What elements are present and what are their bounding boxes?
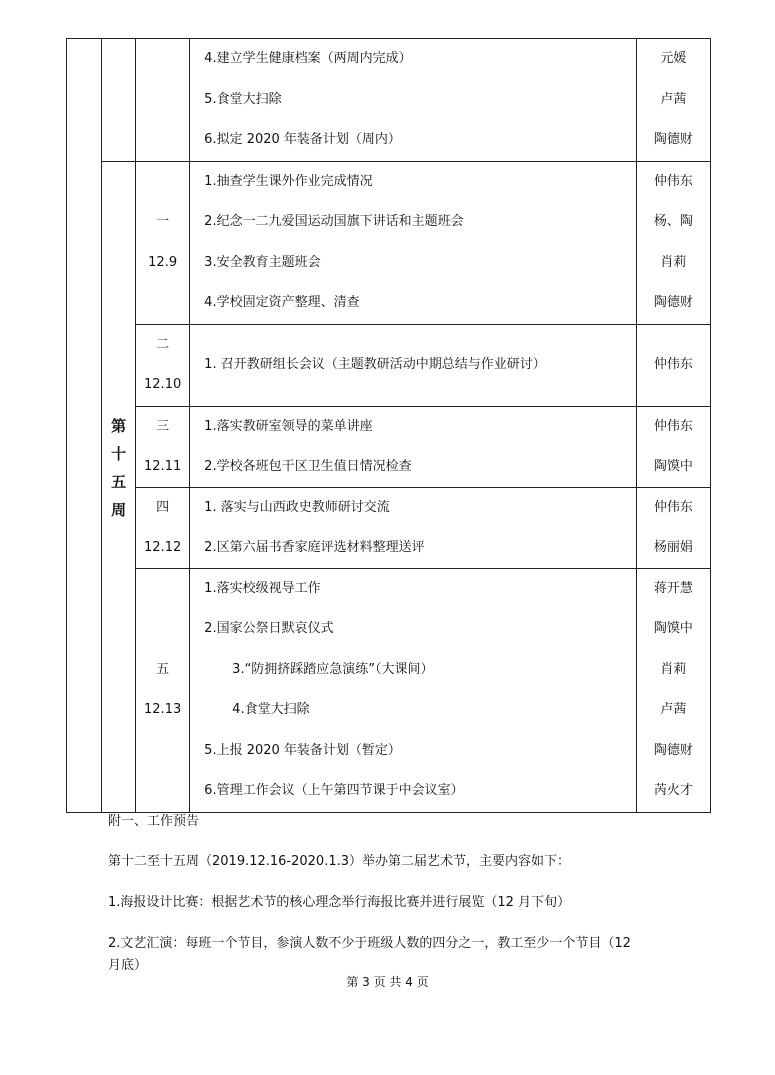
page-number-footer: 第 3 页 共 4 页 xyxy=(346,975,429,989)
task-cell xyxy=(190,39,637,162)
week-label-char: 十 xyxy=(111,444,127,463)
owner-name: 陶馍中 xyxy=(653,458,693,474)
notes-intro: 第十二至十五周（2019.12.16-2020.1.3）举办第二届艺术节，主要内容如下： xyxy=(108,854,571,869)
task-item: 4.建立学生健康档案（两周内完成） xyxy=(204,51,412,66)
owner-name: 陶馍中 xyxy=(653,621,693,636)
owner-name: 仲伟东 xyxy=(653,356,693,372)
task-item: 1. 召开教研组长会议（主题教研活动中期总结与作业研讨） xyxy=(204,356,546,372)
owner-name: 卢茜 xyxy=(660,702,687,717)
task-item: 2.区第六届书香家庭评选材料整理送评 xyxy=(204,539,425,555)
day-cell xyxy=(136,324,190,406)
task-item: 6.管理工作会议（上午第四节课于中会议室） xyxy=(204,783,464,798)
owner-name: 仲伟东 xyxy=(653,418,693,434)
task-item: 6.拟定 2020 年装备计划（周内） xyxy=(204,132,401,147)
task-item: 1.落实校级视导工作 xyxy=(204,580,321,596)
day-cell-previous xyxy=(136,39,190,162)
date-label: 12.11 xyxy=(144,458,182,474)
owner-name: 仲伟东 xyxy=(653,173,693,189)
owner-cell xyxy=(636,487,710,568)
table-row xyxy=(67,161,711,324)
week-label-char: 五 xyxy=(111,472,127,491)
notes-item-performance-line1: 2.文艺汇演：每班一个节目，参演人数不少于班级人数的四分之一，教工至少一个节目（12 xyxy=(108,936,631,951)
owner-name: 芮火才 xyxy=(653,783,693,798)
table-row xyxy=(67,406,711,487)
owner-name: 肖莉 xyxy=(660,661,687,677)
task-cell xyxy=(190,568,637,812)
date-label: 12.10 xyxy=(144,377,182,392)
task-item: 5.上报 2020 年装备计划（暂定） xyxy=(204,742,401,758)
task-cell xyxy=(190,324,637,406)
task-item: 1. 落实与山西政史教师研讨交流 xyxy=(204,499,390,515)
date-label: 12.9 xyxy=(148,254,178,270)
owner-cell xyxy=(636,406,710,487)
table-row xyxy=(67,39,711,162)
day-spacer xyxy=(136,162,189,203)
notes-heading: 附一、工作预告 xyxy=(108,814,200,829)
day-spacer xyxy=(136,731,189,772)
weekday-label: 五 xyxy=(156,661,170,677)
task-item: 4.食堂大扫除 xyxy=(232,702,310,717)
task-item: 5.食堂大扫除 xyxy=(204,91,282,107)
task-item: 3.“防拥挤踩踏应急演练”（大课间） xyxy=(232,661,434,677)
day-cell xyxy=(136,406,190,487)
schedule-table xyxy=(66,38,711,813)
owner-name: 仲伟东 xyxy=(653,499,693,515)
table-row xyxy=(67,487,711,568)
weekday-label: 二 xyxy=(156,336,170,352)
owner-cell xyxy=(636,39,710,162)
task-item: 2.纪念一二九爱国运动国旗下讲话和主题班会 xyxy=(204,214,464,229)
owner-cell xyxy=(636,324,710,406)
owner-name: 卢茜 xyxy=(660,91,687,107)
day-spacer xyxy=(136,771,189,812)
table-row xyxy=(67,568,711,812)
weekday-label: 三 xyxy=(156,418,170,434)
date-label: 12.12 xyxy=(144,539,182,555)
owner-name: 蒋开慧 xyxy=(653,580,693,596)
day-cell xyxy=(136,568,190,812)
owner-name: 杨、陶 xyxy=(653,214,693,229)
notes-item-poster-contest: 1.海报设计比赛：根据艺术节的核心理念举行海报比赛并进行展览（12 月下旬） xyxy=(108,895,571,910)
owner-name: 陶德财 xyxy=(653,742,693,758)
owner-name: 陶德财 xyxy=(653,132,693,147)
day-spacer xyxy=(136,609,189,650)
day-cell xyxy=(136,487,190,568)
owner-name: 元媛 xyxy=(660,51,687,66)
weekday-label: 一 xyxy=(156,214,170,229)
weekday-label: 四 xyxy=(156,499,170,515)
task-item: 3.安全教育主题班会 xyxy=(204,254,321,270)
owner-cell xyxy=(636,161,710,324)
task-item: 4.学校固定资产整理、清查 xyxy=(204,295,360,310)
week-label-char: 周 xyxy=(111,500,127,519)
day-spacer xyxy=(136,569,189,610)
task-cell xyxy=(190,487,637,568)
table-row xyxy=(67,324,711,406)
task-item: 1.落实教研室领导的菜单讲座 xyxy=(204,418,373,434)
blank-column-cell xyxy=(67,39,102,813)
owner-cell xyxy=(636,568,710,812)
day-cell xyxy=(136,161,190,324)
owner-name: 杨丽娟 xyxy=(653,539,693,555)
week-label-char: 第 xyxy=(111,416,127,435)
task-cell xyxy=(190,406,637,487)
task-item: 2.学校各班包干区卫生值日情况检查 xyxy=(204,458,412,474)
owner-name: 肖莉 xyxy=(660,254,687,270)
task-item: 2.国家公祭日默哀仪式 xyxy=(204,621,334,636)
week-cell-previous xyxy=(102,39,136,162)
task-item: 1.抽查学生课外作业完成情况 xyxy=(204,173,373,189)
notes-item-performance-line2: 月底） xyxy=(108,958,148,973)
week-label-cell xyxy=(102,161,136,812)
date-label: 12.13 xyxy=(144,702,182,717)
task-cell xyxy=(190,161,637,324)
owner-name: 陶德财 xyxy=(653,295,693,310)
